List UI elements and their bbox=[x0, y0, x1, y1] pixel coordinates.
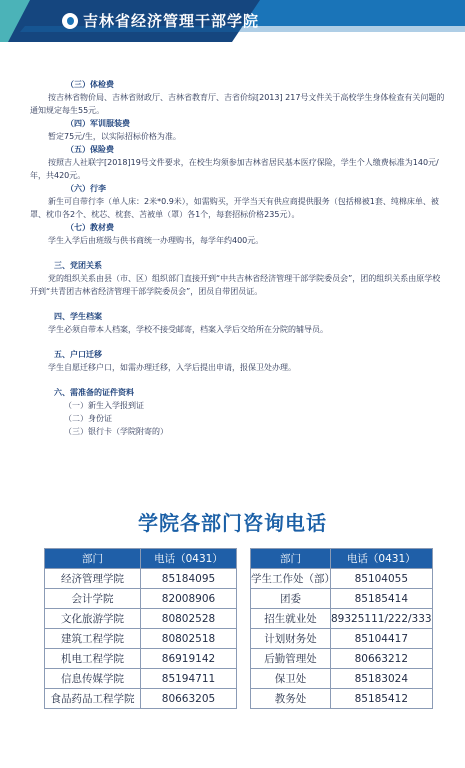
section-baoxian-text: 按照吉人社联字[2018]19号文件要求，在校生均须参加吉林省居民基本医疗保险，学生个人缴费标准为140元/年，共420元。 bbox=[30, 158, 439, 180]
contacts-table-left bbox=[44, 548, 237, 709]
phone-cell: 85104055 bbox=[331, 569, 433, 589]
column-header-phone: 电话（0431） bbox=[141, 549, 237, 569]
table-header-row bbox=[45, 549, 237, 569]
dept-cell: 计划财务处 bbox=[251, 629, 331, 649]
table-row bbox=[45, 569, 237, 589]
dept-cell: 团委 bbox=[251, 589, 331, 609]
table-row bbox=[45, 689, 237, 709]
phone-cell: 86919142 bbox=[141, 649, 237, 669]
phone-cell: 80663212 bbox=[331, 649, 433, 669]
dept-cell: 食品药品工程学院 bbox=[45, 689, 141, 709]
dept-cell: 教务处 bbox=[251, 689, 331, 709]
dept-cell: 信息传媒学院 bbox=[45, 669, 141, 689]
list-item: （三）银行卡（学院附寄的） bbox=[64, 427, 168, 436]
contacts-title: 学院各部门咨询电话 bbox=[138, 511, 327, 535]
phone-cell: 85183024 bbox=[331, 669, 433, 689]
section-tijian-text: 按吉林省物价局、吉林省财政厅、吉林省教育厅、吉省价综[2013] 217号文件关于高校学生身体检查有关问题的通知规定每生55元。 bbox=[30, 93, 445, 115]
college-logo bbox=[62, 10, 259, 31]
dept-cell: 学生工作处（部） bbox=[251, 569, 331, 589]
phone-cell: 85185412 bbox=[331, 689, 433, 709]
section-jiaocai-text: 学生入学后由班级与供书商统一办理购书，每学年约400元。 bbox=[48, 236, 264, 245]
table-row bbox=[251, 689, 433, 709]
table-row bbox=[251, 589, 433, 609]
section-jiaocai-title: （七）教材费 bbox=[66, 223, 114, 232]
table-row bbox=[251, 649, 433, 669]
section-dangan-title: 四、学生档案 bbox=[54, 312, 102, 321]
dept-cell: 文化旅游学院 bbox=[45, 609, 141, 629]
dept-cell: 后勤管理处 bbox=[251, 649, 331, 669]
dept-cell: 经济管理学院 bbox=[45, 569, 141, 589]
section-baoxian-title: （五）保险费 bbox=[66, 145, 114, 154]
college-emblem-icon bbox=[62, 13, 78, 29]
list-item: （一）新生入学报到证 bbox=[64, 401, 144, 410]
header-banner bbox=[0, 0, 465, 42]
phone-cell: 82008906 bbox=[141, 589, 237, 609]
dept-cell: 机电工程学院 bbox=[45, 649, 141, 669]
table-row bbox=[45, 669, 237, 689]
section-xingli-title: （六）行李 bbox=[66, 184, 106, 193]
dept-cell: 招生就业处 bbox=[251, 609, 331, 629]
table-header-row bbox=[251, 549, 433, 569]
section-hukou-title: 五、户口迁移 bbox=[54, 350, 102, 359]
table-row bbox=[251, 669, 433, 689]
phone-cell: 85104417 bbox=[331, 629, 433, 649]
section-xingli-text: 新生可自带行李（单人床：2米*0.9米），如需购买，开学当天有供应商提供服务（包括棉被1套、纯棉床单、被罩、枕巾各2个、枕芯、枕套、苫被单（罩）各1个，每套招标价格235元）。 bbox=[30, 197, 439, 219]
section-tijian-title: （三）体检费 bbox=[66, 80, 114, 89]
phone-cell: 85184095 bbox=[141, 569, 237, 589]
table-row bbox=[251, 629, 433, 649]
section-dangtuan-title: 三、党团关系 bbox=[54, 261, 102, 270]
phone-cell: 85194711 bbox=[141, 669, 237, 689]
section-hukou-text: 学生自愿迁移户口，如需办理迁移，入学后提出申请，报保卫处办理。 bbox=[48, 363, 296, 372]
dept-cell: 会计学院 bbox=[45, 589, 141, 609]
phone-cell: 85185414 bbox=[331, 589, 433, 609]
enrollment-info bbox=[30, 78, 448, 438]
section-junxun-title: （四）军训服装费 bbox=[66, 119, 130, 128]
college-name: 吉林省经济管理干部学院 bbox=[83, 12, 260, 30]
dept-cell: 保卫处 bbox=[251, 669, 331, 689]
table-row bbox=[251, 569, 433, 589]
table-row bbox=[251, 609, 433, 629]
phone-cell: 80802528 bbox=[141, 609, 237, 629]
table-row bbox=[45, 609, 237, 629]
table-row bbox=[45, 629, 237, 649]
table-row bbox=[45, 589, 237, 609]
table-row bbox=[45, 649, 237, 669]
section-zhengjian-title: 六、需准备的证件资料 bbox=[54, 388, 134, 397]
dept-cell: 建筑工程学院 bbox=[45, 629, 141, 649]
section-dangtuan-text: 党的组织关系由县（市、区）组织部门直接开到“中共吉林省经济管理干部学院委员会”，团的组织关系由原学校开到“共青团吉林省经济管理干部学院委员会”，团员自带团员证。 bbox=[30, 274, 441, 296]
phone-cell: 80802518 bbox=[141, 629, 237, 649]
contacts-table-right bbox=[250, 548, 433, 709]
column-header-dept: 部门 bbox=[251, 549, 331, 569]
list-item: （二）身份证 bbox=[64, 414, 112, 423]
phone-cell: 89325111/222/333 bbox=[331, 609, 433, 629]
column-header-dept: 部门 bbox=[45, 549, 141, 569]
phone-cell: 80663205 bbox=[141, 689, 237, 709]
column-header-phone: 电话（0431） bbox=[331, 549, 433, 569]
section-junxun-text: 暂定75元/生，以实际招标价格为准。 bbox=[48, 132, 181, 141]
section-dangan-text: 学生必须自带本人档案，学校不接受邮寄，档案入学后交给所在分院的辅导员。 bbox=[48, 325, 328, 334]
